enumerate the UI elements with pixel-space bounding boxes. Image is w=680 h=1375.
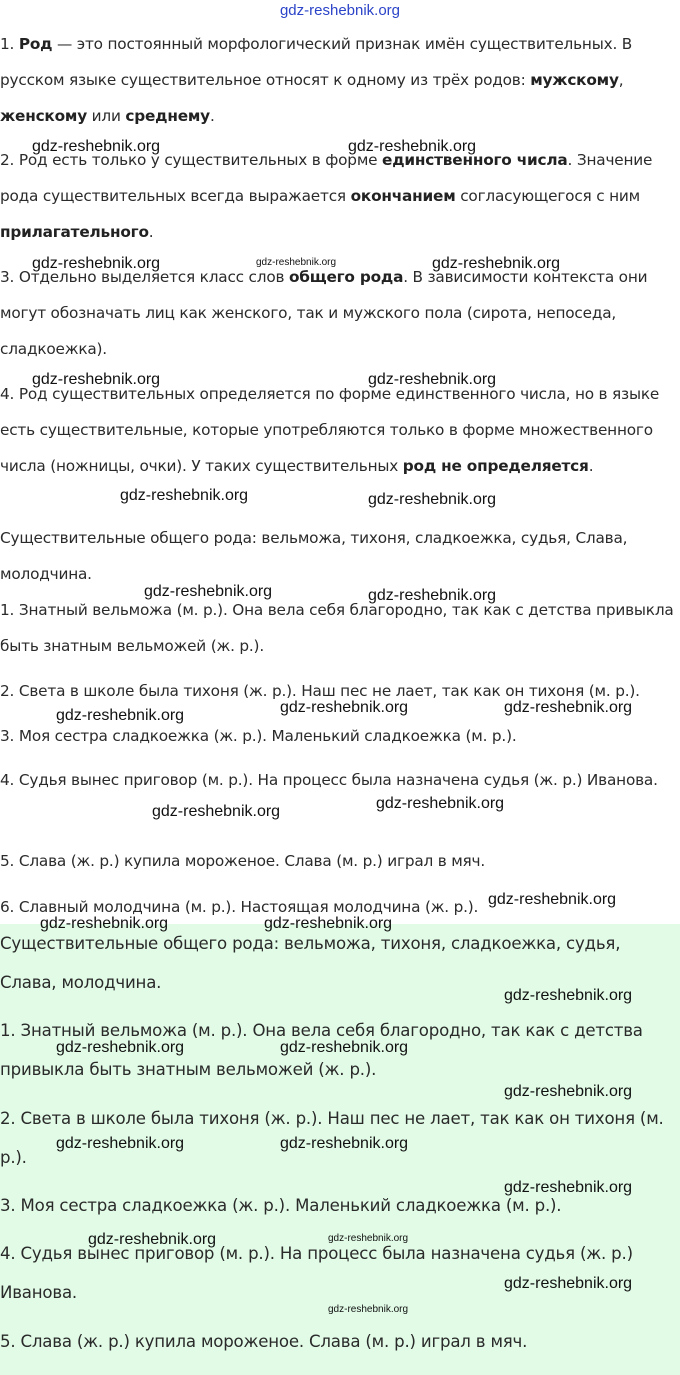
watermark-text: gdz-reshebnik.org [368, 587, 497, 604]
watermark-text: gdz-reshebnik.org [328, 1304, 409, 1315]
watermark-text: gdz-reshebnik.org [152, 803, 281, 820]
p3-text-a: 3. Отдельно выделяется класс слов [0, 268, 289, 286]
p1-masculine: мужскому [530, 71, 619, 89]
p2-text-a: 2. Род есть только у существительных в форме [0, 151, 383, 169]
p1-sep: , [618, 71, 624, 89]
watermark-text: gdz-reshebnik.org [280, 699, 409, 716]
p2-text-b: . Значение рода существительных всегда выражается [0, 151, 653, 205]
answer1-item-3: 3. Моя сестра сладкоежка (ж. р.). Маленький сладкоежка (м. р.). [0, 727, 517, 745]
watermark-text: gdz-reshebnik.org [280, 1039, 409, 1056]
watermark-text: gdz-reshebnik.org [88, 1231, 217, 1248]
p3-common-gender: общего рода [288, 268, 404, 286]
answer2-item-1: 1. Знатный вельможа (м. р.). Она вела себя благородно, так как с детства привыкла быть знатным вельможей (ж. р.). [0, 1021, 643, 1079]
theory-paragraph-3 [0, 259, 680, 367]
answer2-item-5: 5. Слава (ж. р.) купила мороженое. Слава (м. р.) играл в мяч. [0, 1332, 528, 1351]
watermark-text: gdz-reshebnik.org [56, 1135, 185, 1152]
answer2-item-3: 3. Моя сестра сладкоежка (ж. р.). Маленький сладкоежка (м. р.). [0, 1196, 562, 1215]
p4-text-a: 4. Род существительных определяется по форме единственного числа, но в языке есть существительные, которые употребляются только в форме множественного числа (ножницы, очки). У таких существительных [0, 385, 660, 475]
watermark-text: gdz-reshebnik.org [120, 487, 249, 504]
watermark-text: gdz-reshebnik.org [504, 1179, 633, 1196]
p1-or: или [87, 107, 126, 125]
answer2-item-2: 2. Света в школе была тихоня (ж. р.). Наш пес не лает, так как он тихоня (м. р.). [0, 1109, 664, 1167]
theory-paragraph-2 [0, 142, 680, 250]
watermark-text: gdz-reshebnik.org [432, 255, 561, 272]
answer1-intro: Существительные общего рода: вельможа, тихоня, сладкоежка, судья, Слава, молодчина. [0, 529, 628, 583]
watermark-text: gdz-reshebnik.org [348, 138, 477, 155]
p3-text-b: . В зависимости контекста они могут обозначать лиц как женского, так и мужского пола (сирота, непоседа, сладкоежка). [0, 268, 648, 358]
theory-paragraph-4 [0, 376, 680, 484]
watermark-text: gdz-reshebnik.org [56, 1039, 185, 1056]
watermark-text: gdz-reshebnik.org [504, 987, 633, 1004]
watermark-text: gdz-reshebnik.org [368, 371, 497, 388]
watermark-text: gdz-reshebnik.org [280, 1135, 409, 1152]
answer2-intro: Существительные общего рода: вельможа, тихоня, сладкоежка, судья, Слава, молодчина. [0, 934, 621, 992]
p2-ending: окончанием [350, 187, 456, 205]
p1-num: 1. [0, 35, 19, 53]
watermark-text: gdz-reshebnik.org [56, 707, 185, 724]
p1-neuter: среднему [125, 107, 210, 125]
watermark-text: gdz-reshebnik.org [504, 1275, 633, 1292]
watermark-text: gdz-reshebnik.org [40, 915, 169, 932]
p2-end: . [148, 223, 154, 241]
p4-end: . [588, 457, 594, 475]
p2-singular: единственного числа [382, 151, 568, 169]
answer1-item-6: 6. Славный молодчина (м. р.). Настоящая молодчина (ж. р.). [0, 898, 479, 916]
watermark-text: gdz-reshebnik.org [488, 891, 617, 908]
answer1-item-5: 5. Слава (ж. р.) купила мороженое. Слава (м. р.) играл в мяч. [0, 852, 486, 870]
p4-not-defined: род не определяется [402, 457, 589, 475]
watermark-text: gdz-reshebnik.org [32, 138, 161, 155]
watermark-text: gdz-reshebnik.org [504, 1083, 633, 1100]
theory-paragraph-1 [0, 26, 680, 134]
p2-adjective: прилагательного [0, 223, 149, 241]
p1-feminine: женскому [0, 107, 87, 125]
watermark-text: gdz-reshebnik.org [144, 583, 273, 600]
watermark-text: gdz-reshebnik.org [32, 255, 161, 272]
watermark-text: gdz-reshebnik.org [328, 1233, 409, 1244]
watermark-text: gdz-reshebnik.org [256, 257, 337, 268]
p1-end: . [209, 107, 215, 125]
watermark-text: gdz-reshebnik.org [376, 795, 505, 812]
watermark-text: gdz-reshebnik.org [32, 371, 161, 388]
watermark-text: gdz-reshebnik.org [504, 699, 633, 716]
watermark-text: gdz-reshebnik.org [368, 491, 497, 508]
p1-term: Род [18, 35, 53, 53]
watermark-text: gdz-reshebnik.org [264, 915, 393, 932]
answer2-item-4: 4. Судья вынес приговор (м. р.). На процесс была назначена судья (ж. р.) Иванова. [0, 1244, 633, 1302]
p2-text-c: согласующегося с ним [455, 187, 640, 205]
answer1-item-1: 1. Знатный вельможа (м. р.). Она вела себя благородно, так как с детства привыкла быть знатным вельможей (ж. р.). [0, 601, 674, 655]
answer1-item-4: 4. Судья вынес приговор (м. р.). На процесс была назначена судья (ж. р.) Иванова. [0, 771, 658, 789]
site-watermark-header: gdz-reshebnik.org [279, 2, 401, 19]
answer1-item-2: 2. Света в школе была тихоня (ж. р.). Наш пес не лает, так как он тихоня (м. р.). [0, 682, 640, 700]
p1-text: — это постоянный морфологический признак имён существительных. В русском языке существительное относят к одному из трёх родов: [0, 35, 633, 89]
